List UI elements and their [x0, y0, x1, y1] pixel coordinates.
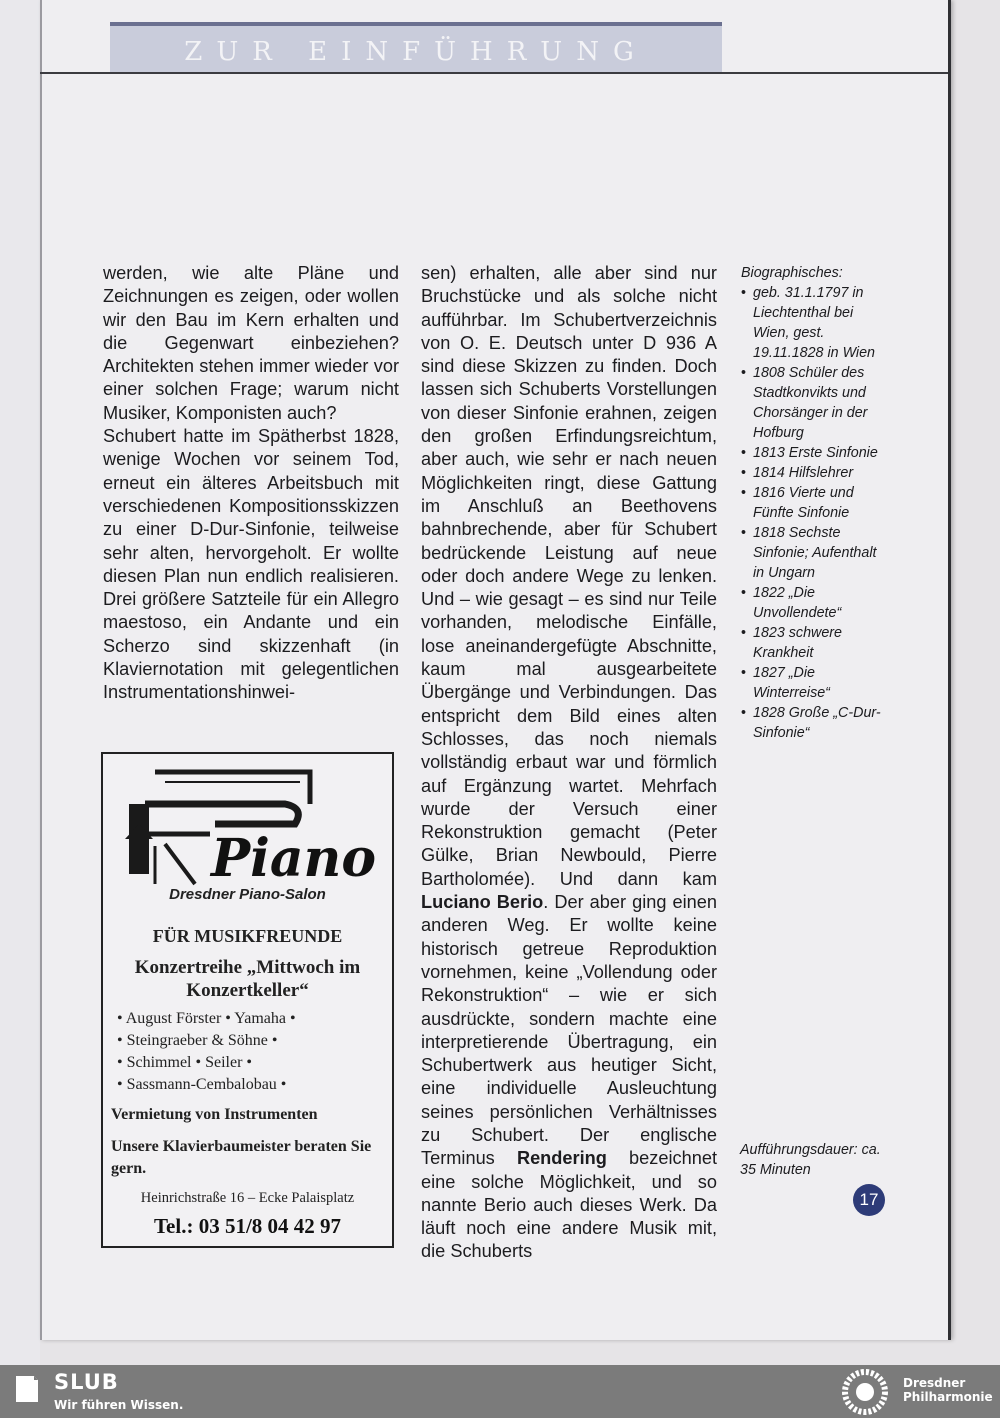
ad-subtitle: Dresdner Piano-Salon — [169, 886, 326, 903]
performance-duration: Aufführungsdauer: ca. 35 Minuten — [740, 1142, 881, 1178]
biography-list — [741, 283, 881, 743]
column2-text-3: bezeichnet eine solche Möglichkeit, und so nannte Berio auch dieses Werk. Da läuft noch eine andere Musik mit, die Schuberts — [421, 1148, 717, 1262]
column2-text-2: . Der aber ging einen anderen Weg. Er wollte keine historisch getreue Reproduktion vornehmen, keine „Vollendung oder Rekonstruktion“ – wie er sich ausdrückte, sondern machte eine interpretierende Übertragung, ein Schubertwerk aus heutiger Sicht, eine individuelle Ausleuchtung seines persönlichen Verhältnisses zu Schubert. Der englische Terminus — [421, 892, 717, 1169]
biography-item: • 1828 Große „C-Dur-Sinfonie“ — [741, 703, 881, 743]
ad-concert-series: Konzertreihe „Mittwoch im Konzertkeller“ — [134, 957, 361, 1001]
biography-sidebar — [741, 263, 881, 743]
text-column-1 — [103, 262, 399, 705]
biography-item: • geb. 31.1.1797 in Liechtenthal bei Wien, gest. 19.11.1828 in Wien — [741, 283, 881, 363]
page-number-badge: 17 — [853, 1184, 885, 1216]
ad-brand-line: • Schimmel • Seiler • — [117, 1054, 253, 1071]
previous-page-edge — [0, 0, 40, 1365]
biography-item: • 1822 „Die Unvollendete“ — [741, 583, 881, 623]
ad-address: Heinrichstraße 16 – Ecke Palaisplatz — [140, 1190, 355, 1206]
ad-phone: Tel.: 03 51/8 04 42 97 — [153, 1214, 342, 1238]
philharmonie-name — [903, 1376, 993, 1404]
biography-item: • 1823 schwere Krankheit — [741, 623, 881, 663]
ad-rental: Vermietung von Instrumenten — [111, 1106, 318, 1123]
page-top-rule — [40, 72, 948, 74]
biography-item: • 1818 Sechste Sinfonie; Aufenthalt in Ungarn — [741, 523, 881, 583]
piano-logo-text: Piano — [211, 828, 377, 889]
biography-item: • 1813 Erste Sinfonie — [741, 443, 881, 463]
slub-tagline: Wir führen Wissen. — [54, 1398, 184, 1412]
ad-brand-line: • August Förster • Yamaha • — [117, 1010, 296, 1027]
column2-paragraph — [421, 262, 717, 1264]
column2-text-1: sen) erhalten, alle aber sind nur Bruchstücke und als solche nicht aufführbar. Im Schubertverzeichnis von O. E. Deutsch unter D 936 A sind diese Skizzen zu finden. Doch lassen sich Schuberts Vorstellungen von dieser Sinfonie erahnen, zeigen den großen Erfindungsreichtum, aber auch, wie sehr er nach neuen Möglichkeiten ringt, diese Gattung im Anschluß an Beethovens bahnbrechende, aber für Schubert bedrückende Leistung auf neue oder doch andere Wege zu lenken. Und – wie gesagt – es sind nur Teile vorhanden, melodische Einfälle, lose aneinandergefügte Abschnitte, kaum mal ausgearbeitete Übergänge und Verbindungen. Das entspricht dem Bild eines alten Schlosses, das noch niemals vollständig erbaut war und förmlich auf Ergänzung wartet. Mehrfach wurde der Versuch einer Rekonstruktion gemacht (Peter Gülke, Brian Newbould, Pierre Bartholomée). Und dann kam — [421, 263, 717, 889]
piano-salon-advertisement — [101, 752, 394, 1248]
philharmonie-name-line1: Dresdner — [903, 1376, 966, 1390]
column1-paragraph-1: werden, wie alte Pläne und Zeichnungen es zeigen, oder wollen wir den Bau im Kern erhalten und die Gegenwart einbeziehen? Architekten stehen immer wieder vor einer solchen Frage; warum nicht Musiker, Komponisten auch? — [103, 263, 399, 423]
ad-brand-line: • Steingraeber & Söhne • — [117, 1032, 278, 1049]
biography-item: • 1814 Hilfslehrer — [741, 463, 881, 483]
biography-item: • 1808 Schüler des Stadtkonvikts und Chorsänger in der Hofburg — [741, 363, 881, 443]
footer-bar — [0, 1365, 1000, 1418]
slub-logo-icon — [14, 1374, 40, 1404]
philharmonie-logo-icon — [840, 1368, 890, 1416]
term-rendering: Rendering — [516, 1148, 607, 1169]
ad-heading: FÜR MUSIKFREUNDE — [152, 926, 343, 946]
philharmonie-name-line2: Philharmonie — [903, 1390, 993, 1404]
slub-name: SLUB — [54, 1370, 119, 1394]
biography-heading: Biographisches: — [741, 265, 843, 281]
biography-item: • 1816 Vierte und Fünfte Sinfonie — [741, 483, 881, 523]
text-column-2 — [421, 262, 717, 1264]
name-luciano-berio: Luciano Berio — [421, 892, 544, 913]
ad-advice: Unsere Klavierbaumeister beraten Sie gern. — [111, 1138, 372, 1177]
page-gutter — [40, 0, 42, 1340]
section-title: ZUR EINFÜHRUNG — [184, 37, 648, 67]
column1-paragraph-2: Schubert hatte im Spätherbst 1828, wenige Wochen vor seinem Tod, erneut ein älteres Arbeitsbuch mit verschiedenen Kompositionsskizzen zu einer D-Dur-Sinfonie, teilweise sehr alten, hervorgeholt. Er wollte diesen Plan nun endlich realisieren. Drei größere Satzteile für ein Allegro maestoso, ein Andante und ein Scherzo sind skizzenhaft (in Klaviernotation mit gelegentlichen Instrumentationshinwei- — [103, 426, 399, 703]
biography-item: • 1827 „Die Winterreise“ — [741, 663, 881, 703]
ad-brand-list — [117, 1008, 385, 1096]
piano-logo-icon — [115, 764, 385, 894]
ad-brand-line: • Sassmann-Cembalobau • — [117, 1076, 287, 1093]
